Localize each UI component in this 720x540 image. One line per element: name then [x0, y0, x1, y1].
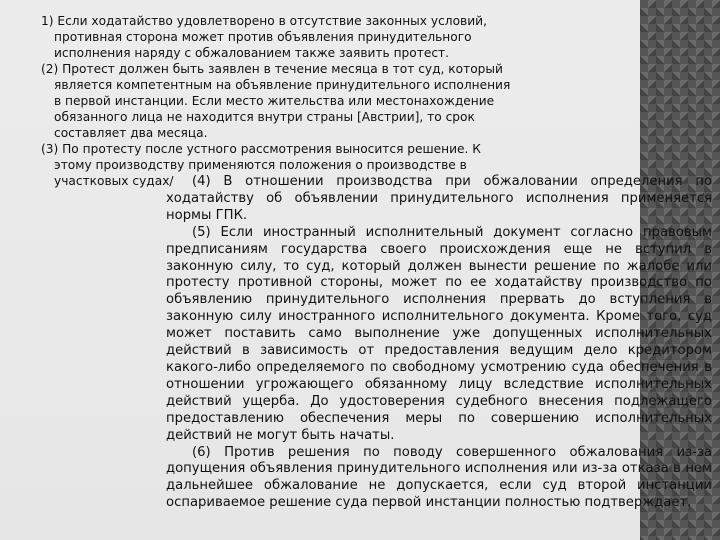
point-6: (6) Против решения по поводу совершенного обжалования из-за допущения объявления принудительного исполнения или из-за отказа в нем дальнейшее обжалование не допускается, если суд второй инстанции оспариваемое решение суда первой инстанции полностью подтверждает. — [166, 444, 712, 511]
point-3: (3) По протесту после устного рассмотрения выносится решение. К этому производству применяются положения о производстве в участковых судах/ — [41, 142, 481, 188]
main-text-block — [166, 174, 712, 512]
point-1: 1) Если ходатайство удовлетворено в отсутствие законных условий, противная сторона может против объявления принудительного исполнения наряду с обжалованием также заявить протест. — [41, 14, 487, 60]
point-5: (5) Если иностранный исполнительный документ согласно правовым предписаниям государства своего происхождения еще не вступил в законную силу, то суд, который должен вынести решение по жалобе или протесту противной стороны, может по ее ходатайству производство по объявлению принудительного исполнения прервать до вступления в законную силу иностранного исполнительного документа. Кроме того, суд может поставить само выполнение уже допущенных исполнительных действий в зависимость от предоставления ведущим дело кредитором какого-либо определяемого по свободному усмотрению суда обеспечения в отношении угрожающего обязанному лицу вследствие исполнительных действий ущерба. До удостоверения судебного внесения подлежащего предоставлению обеспечения меры по совершению исполнительных действий не могут быть начаты. — [166, 224, 712, 443]
point-2: (2) Протест должен быть заявлен в течение месяца в тот суд, который является компетентным на объявление принудительного исполнения в первой инстанции. Если место жительства или местонахождение обязанного лица не находится внутри страны [Австрии], то срок составляет два месяца. — [41, 62, 511, 140]
top-text-block — [40, 14, 520, 191]
point-4: (4) В отношении производства при обжаловании определения по ходатайству об объявлении принудительного исполнения применяется нормы ГПК. — [166, 174, 712, 223]
